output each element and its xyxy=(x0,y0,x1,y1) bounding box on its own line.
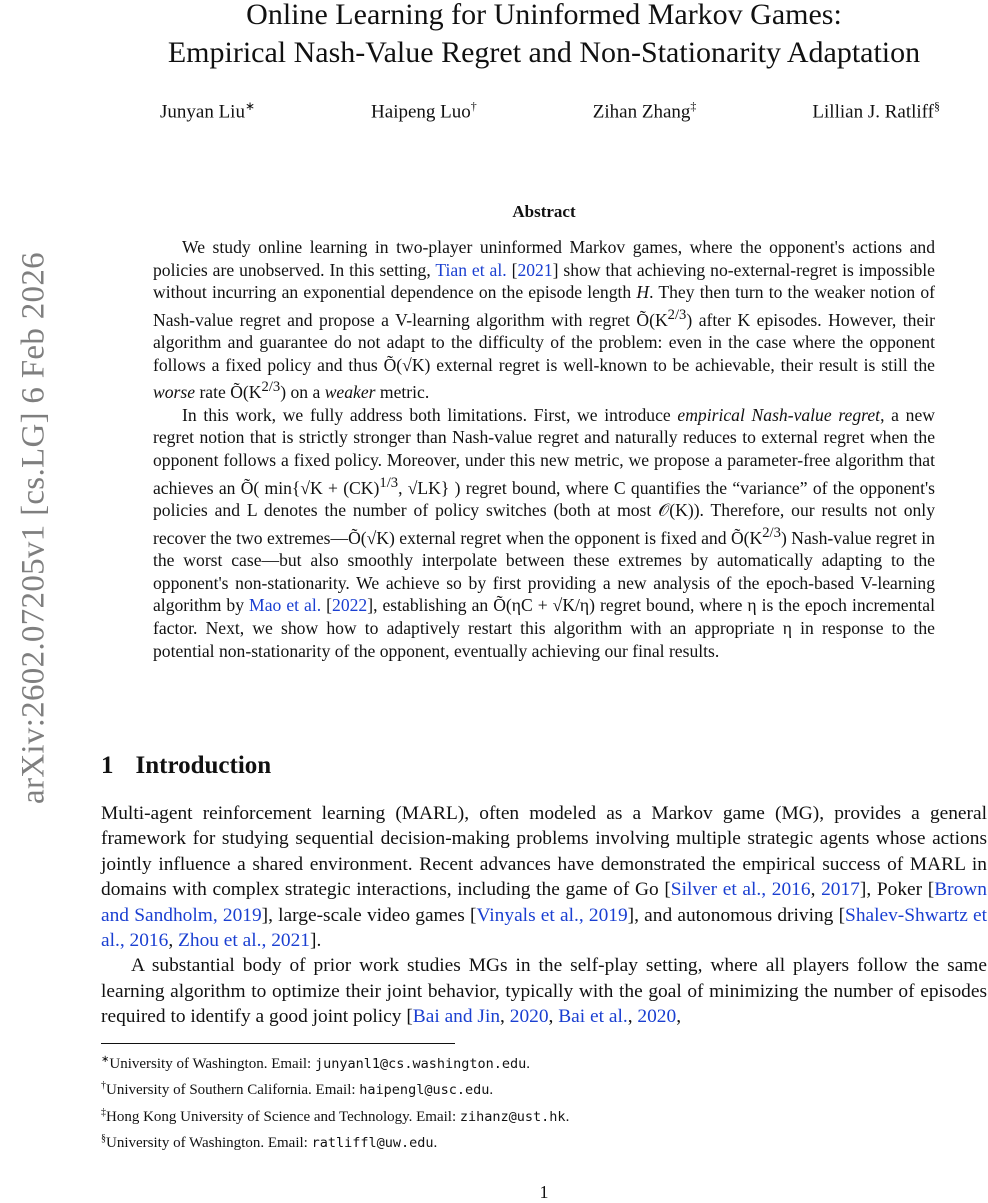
citation-link[interactable]: 2020 xyxy=(509,1006,549,1028)
abstract-paragraph: We study online learning in two-player uninformed Markov games, where the opponent's actions and policies are unobserved. In this setting, Tian et al. [2021] show that achieving no-external-regret is impossible without incurring an exponential dependence on the episode length H. They then turn to the weaker notion of Nash-value regret and propose a V-learning algorithm with regret $Õ(K^{2/3})$ after K episodes. However, their algorithm and guarantee do not adapt to the difficulty of the problem: even in the case where the opponent follows a fixed policy and thus Õ(√K) external regret is well-known to be achievable, their result is still the worse rate $Õ(K^{2/3})$ on a weaker metric. xyxy=(153,237,936,403)
intro-paragraph: A substantial body of prior work studies MGs in the self-play setting, where all players follow the same learning algorithm to optimize their joint behavior, typically with the goal of minimizing the number of episodes required to identify a good joint policy [Bai and Jin, 2020, Bai et al., 2020, xyxy=(101,955,987,1028)
section-title: Introduction xyxy=(135,752,272,779)
email-link[interactable]: zihanz@ust.hk xyxy=(459,1108,566,1125)
footnote: §University of Washington. Email: ratliffl@uw.edu. xyxy=(101,1132,438,1151)
email-link[interactable]: haipengl@usc.edu xyxy=(359,1082,490,1099)
footnote-rule xyxy=(101,1043,455,1044)
title-line-2: Empirical Nash-Value Regret and Non-Stationarity Adaptation xyxy=(167,36,921,69)
footnote: †University of Southern California. Email: haipengl@usc.edu. xyxy=(101,1080,494,1099)
page-number: 1 xyxy=(539,1182,549,1202)
citation-link[interactable]: Tian et al. xyxy=(435,259,507,280)
arxiv-identifier-stamp: arXiv:2602.07205v1 [cs.LG] 6 Feb 2026 xyxy=(15,252,52,804)
citation-link[interactable]: 2017 xyxy=(821,879,860,901)
email-link[interactable]: ratliffl@uw.edu xyxy=(311,1134,434,1151)
citation-link[interactable]: Shalev-Shwartz et al., 2016 xyxy=(101,904,987,952)
author: Lillian J. Ratliff§ xyxy=(812,99,940,123)
abstract-paragraph: In this work, we fully address both limitations. First, we introduce empirical Nash-value regret, a new regret notion that is strictly stronger than Nash-value regret and naturally reduces to external regret when the opponent follows a fixed policy. Moreover, under this new metric, we propose a parameter-free algorithm that achieves an Õ( min{√K + (CK)$^{1/3}$, √LK} ) regret bound, where C quantifies the “variance” of the opponent's policies and L denotes the number of policy switches (both at most 𝒪(K)). Therefore, our results not only recover the two extremes—Õ(√K) external regret when the opponent is fixed and $Õ(K^{2/3})$ Nash-value regret in the worst case—but also smoothly interpolate between these extremes by automatically adapting to the opponent's non-stationarity. We achieve so by first providing a new analysis of the epoch-based V-learning algorithm by Mao et al. [2022], establishing an Õ(ηC + √K/η) regret bound, where η is the epoch incremental factor. Next, we show how to adaptively restart this algorithm with an appropriate η in response to the potential non-stationarity of the opponent, eventually achieving our final results. xyxy=(153,404,936,661)
author: Junyan Liu∗ xyxy=(160,99,256,123)
email-link[interactable]: junyanl1@cs.washington.edu xyxy=(314,1056,527,1072)
abstract-heading: Abstract xyxy=(512,202,576,221)
citation-link[interactable]: Zhou et al., 2021 xyxy=(178,930,310,952)
introduction-body xyxy=(101,801,987,1030)
citation-link[interactable]: 2021 xyxy=(517,259,553,280)
citation-link[interactable]: Mao et al. xyxy=(249,595,322,616)
paper-title xyxy=(100,0,988,72)
citation-link[interactable]: Bai et al. xyxy=(558,1006,628,1028)
title-line-1: Online Learning for Uninformed Markov Games: xyxy=(246,0,842,31)
author: Haipeng Luo† xyxy=(371,99,477,123)
footnote: ‡Hong Kong University of Science and Technology. Email: zihanz@ust.hk. xyxy=(101,1106,570,1125)
section-number: 1 xyxy=(101,752,114,779)
citation-link[interactable]: Brown and Sandholm, 2019 xyxy=(101,879,987,926)
citation-link[interactable]: 2022 xyxy=(332,595,368,616)
author: Zihan Zhang‡ xyxy=(592,99,697,123)
footnote: ∗University of Washington. Email: junyanl1@cs.washington.edu. xyxy=(101,1054,531,1072)
abstract-body xyxy=(153,236,935,662)
citation-link[interactable]: Vinyals et al., 2019 xyxy=(476,904,628,926)
footnotes xyxy=(101,1049,981,1154)
citation-link[interactable]: Bai and Jin xyxy=(412,1006,501,1028)
section-heading xyxy=(101,752,271,780)
citation-link[interactable]: 2020 xyxy=(637,1006,677,1028)
author-list xyxy=(160,99,940,123)
citation-link[interactable]: Silver et al., 2016 xyxy=(670,879,811,901)
intro-paragraph: Multi-agent reinforcement learning (MARL), often modeled as a Markov game (MG), provides a general framework for studying sequential decision-making problems involving multiple strategic agents whose actions jointly influence a shared environment. Recent advances have demonstrated the empirical success of MARL in domains with complex strategic interactions, including the game of Go [Silver et al., 2016, 2017], Poker [Brown and Sandholm, 2019], large-scale video games [Vinyals et al., 2019], and autonomous driving [Shalev-Shwartz et al., 2016, Zhou et al., 2021]. xyxy=(101,803,987,952)
